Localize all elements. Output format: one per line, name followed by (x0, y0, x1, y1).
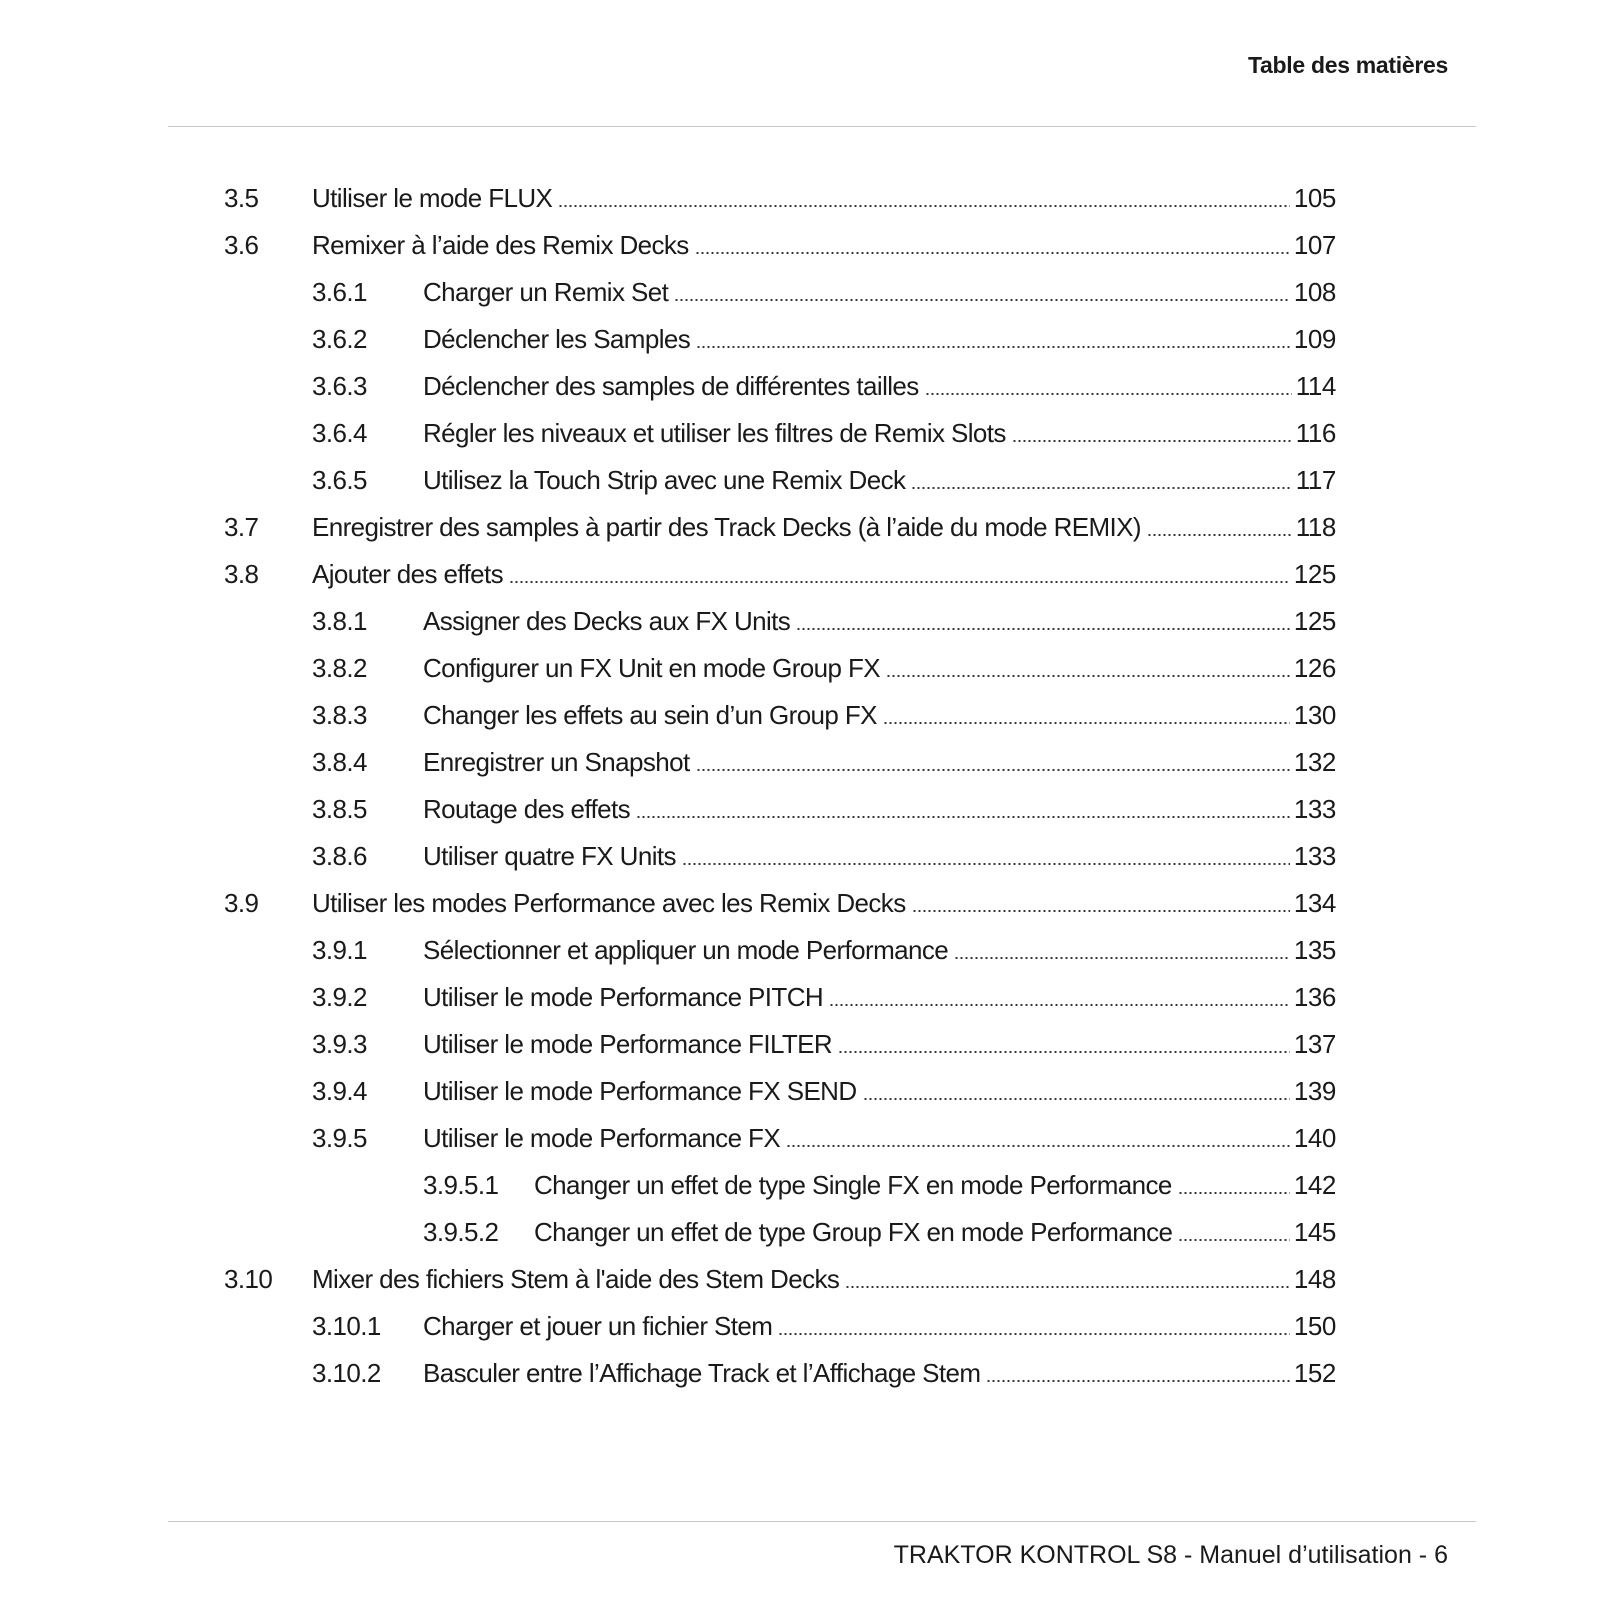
toc-entry-page: 105 (1293, 183, 1336, 213)
toc-entry-page: 133 (1293, 794, 1336, 824)
toc-entry[interactable] (0, 927, 1600, 974)
toc-dot-leader (682, 863, 1290, 865)
toc-entry-page: 132 (1293, 747, 1336, 777)
toc-dot-leader (1178, 1239, 1289, 1241)
toc-entry-line (423, 747, 1336, 778)
toc-entry-title: Utilisez la Touch Strip avec une Remix Deck (423, 465, 906, 495)
toc-entry-number: 3.9.5.2 (423, 1217, 499, 1247)
toc-entry-line (312, 1264, 1336, 1295)
toc-entry-number: 3.10.1 (312, 1311, 381, 1341)
toc-dot-leader (796, 628, 1290, 630)
toc-entry-page: 125 (1293, 559, 1336, 589)
toc-entry-page: 145 (1293, 1217, 1336, 1247)
toc-entry-page: 134 (1293, 888, 1336, 918)
toc-entry-number: 3.9.2 (312, 982, 367, 1012)
toc-entry-number: 3.9.3 (312, 1029, 367, 1059)
toc-dot-leader (1147, 534, 1292, 536)
toc-dot-leader (845, 1286, 1290, 1288)
toc-dot-leader (986, 1380, 1289, 1382)
toc-entry-number: 3.9 (224, 888, 259, 918)
toc-entry-line (423, 935, 1336, 966)
toc-entry[interactable] (0, 598, 1600, 645)
toc-entry-title: Enregistrer des samples à partir des Track Decks (à l’aide du mode REMIX) (312, 512, 1141, 542)
toc-entry-title: Charger un Remix Set (423, 277, 669, 307)
toc-entry-number: 3.8.4 (312, 747, 367, 777)
toc-dot-leader (911, 487, 1291, 489)
toc-entry-number: 3.10 (224, 1264, 273, 1294)
toc-dot-leader (509, 581, 1290, 583)
toc-entry-line (423, 700, 1336, 731)
toc-entry-page: 133 (1293, 841, 1336, 871)
toc-entry-line (423, 277, 1336, 308)
toc-entry[interactable] (0, 786, 1600, 833)
toc-entry-line (312, 183, 1336, 214)
page-footer: TRAKTOR KONTROL S8 - Manuel d’utilisation - 6 (893, 1541, 1448, 1569)
toc-entry[interactable] (0, 222, 1600, 269)
toc-entry-line (423, 794, 1336, 825)
toc-entry[interactable] (0, 1021, 1600, 1068)
toc-entry[interactable] (0, 457, 1600, 504)
toc-dot-leader (912, 910, 1290, 912)
toc-entry-page: 142 (1293, 1170, 1336, 1200)
toc-entry-line (312, 559, 1336, 590)
toc-entry-title: Déclencher les Samples (423, 324, 691, 354)
toc-entry-number: 3.6.5 (312, 465, 367, 495)
toc-entry-line (423, 418, 1336, 449)
toc-entry-title: Remixer à l’aide des Remix Decks (312, 230, 689, 260)
toc-entry-number: 3.6 (224, 230, 259, 260)
toc-entry-page: 117 (1295, 465, 1336, 495)
toc-entry-title: Utiliser le mode Performance PITCH (423, 982, 824, 1012)
table-of-contents (0, 175, 1600, 1397)
toc-dot-leader (778, 1333, 1290, 1335)
toc-dot-leader (696, 346, 1290, 348)
toc-entry[interactable] (0, 645, 1600, 692)
toc-entry-title: Routage des effets (423, 794, 630, 824)
toc-entry-number: 3.8.6 (312, 841, 367, 871)
toc-entry[interactable] (0, 363, 1600, 410)
toc-entry-title: Utiliser le mode Performance FX (423, 1123, 781, 1153)
toc-entry[interactable] (0, 1350, 1600, 1397)
toc-entry-page: 150 (1293, 1311, 1336, 1341)
toc-entry-page: 114 (1295, 371, 1336, 401)
toc-entry[interactable] (0, 1256, 1600, 1303)
toc-entry-line (423, 653, 1336, 684)
toc-dot-leader (863, 1098, 1290, 1100)
toc-entry-line (423, 1076, 1336, 1107)
toc-entry-title: Changer un effet de type Single FX en mode Performance (534, 1170, 1172, 1200)
toc-entry-line (423, 465, 1336, 496)
toc-entry[interactable] (0, 269, 1600, 316)
toc-entry-number: 3.8.3 (312, 700, 367, 730)
toc-entry-page: 140 (1293, 1123, 1336, 1153)
toc-entry[interactable] (0, 880, 1600, 927)
toc-entry-line (423, 841, 1336, 872)
toc-entry-number: 3.10.2 (312, 1358, 381, 1388)
toc-entry-title: Déclencher des samples de différentes tailles (423, 371, 919, 401)
toc-entry-title: Enregistrer un Snapshot (423, 747, 690, 777)
toc-dot-leader (696, 769, 1290, 771)
toc-dot-leader (636, 816, 1290, 818)
toc-entry-title: Ajouter des effets (312, 559, 504, 589)
toc-entry-page: 135 (1293, 935, 1336, 965)
toc-entry-number: 3.8 (224, 559, 259, 589)
toc-entry-line (312, 512, 1336, 543)
toc-entry-line (423, 982, 1336, 1013)
toc-entry-number: 3.9.5.1 (423, 1170, 499, 1200)
toc-entry-number: 3.9.5 (312, 1123, 367, 1153)
toc-dot-leader (954, 957, 1290, 959)
toc-entry-number: 3.9.1 (312, 935, 367, 965)
toc-dot-leader (674, 299, 1290, 301)
toc-entry-title: Régler les niveaux et utiliser les filtres de Remix Slots (423, 418, 1006, 448)
toc-entry[interactable] (0, 1162, 1600, 1209)
toc-entry[interactable] (0, 1303, 1600, 1350)
toc-entry-page: 107 (1293, 230, 1336, 260)
toc-entry-page: 118 (1295, 512, 1336, 542)
toc-entry-page: 109 (1293, 324, 1336, 354)
toc-entry-number: 3.9.4 (312, 1076, 367, 1106)
toc-entry[interactable] (0, 1068, 1600, 1115)
toc-entry-title: Mixer des fichiers Stem à l'aide des Stem Decks (312, 1264, 840, 1294)
toc-dot-leader (883, 722, 1290, 724)
toc-entry[interactable] (0, 410, 1600, 457)
toc-entry-title: Charger et jouer un fichier Stem (423, 1311, 773, 1341)
toc-entry-number: 3.8.1 (312, 606, 367, 636)
toc-dot-leader (838, 1051, 1290, 1053)
toc-entry-page: 152 (1293, 1358, 1336, 1388)
toc-entry-page: 130 (1293, 700, 1336, 730)
toc-entry-number: 3.6.1 (312, 277, 367, 307)
toc-entry-page: 137 (1293, 1029, 1336, 1059)
toc-entry-number: 3.5 (224, 183, 259, 213)
toc-entry-line (423, 1123, 1336, 1154)
toc-entry-line (423, 1311, 1336, 1342)
toc-dot-leader (886, 675, 1290, 677)
toc-entry-title: Changer un effet de type Group FX en mode Performance (534, 1217, 1173, 1247)
toc-entry-title: Utiliser le mode FLUX (312, 183, 553, 213)
toc-entry-page: 136 (1293, 982, 1336, 1012)
footer-divider (168, 1521, 1476, 1522)
toc-entry-page: 116 (1295, 418, 1336, 448)
toc-entry[interactable] (0, 551, 1600, 598)
toc-entry-title: Utiliser le mode Performance FILTER (423, 1029, 833, 1059)
toc-dot-leader (829, 1004, 1290, 1006)
toc-entry-page: 108 (1293, 277, 1336, 307)
toc-dot-leader (1012, 440, 1292, 442)
toc-entry-number: 3.8.2 (312, 653, 367, 683)
toc-entry[interactable] (0, 1115, 1600, 1162)
toc-dot-leader (925, 393, 1292, 395)
toc-entry[interactable] (0, 175, 1600, 222)
toc-dot-leader (558, 205, 1290, 207)
toc-entry-line (312, 230, 1336, 261)
toc-entry-number: 3.6.4 (312, 418, 367, 448)
toc-entry[interactable] (0, 739, 1600, 786)
toc-entry-line (312, 888, 1336, 919)
toc-entry-page: 126 (1293, 653, 1336, 683)
toc-entry-page: 125 (1293, 606, 1336, 636)
toc-entry-page: 139 (1293, 1076, 1336, 1106)
toc-entry[interactable] (0, 1209, 1600, 1256)
toc-entry[interactable] (0, 833, 1600, 880)
toc-entry-line (423, 606, 1336, 637)
header-divider (168, 126, 1476, 127)
toc-dot-leader (695, 252, 1290, 254)
toc-entry-title: Utiliser le mode Performance FX SEND (423, 1076, 857, 1106)
toc-entry-line (423, 1358, 1336, 1389)
page-header-title: Table des matières (1248, 52, 1448, 78)
toc-entry-number: 3.7 (224, 512, 259, 542)
toc-entry-title: Configurer un FX Unit en mode Group FX (423, 653, 880, 683)
toc-entry-number: 3.8.5 (312, 794, 367, 824)
toc-entry-line (534, 1217, 1336, 1248)
toc-entry-title: Assigner des Decks aux FX Units (423, 606, 791, 636)
toc-entry-title: Changer les effets au sein d’un Group FX (423, 700, 877, 730)
toc-entry-title: Utiliser les modes Performance avec les Remix Decks (312, 888, 906, 918)
toc-entry-title: Utiliser quatre FX Units (423, 841, 676, 871)
toc-entry-page: 148 (1293, 1264, 1336, 1294)
toc-entry-line (423, 371, 1336, 402)
toc-entry-line (423, 324, 1336, 355)
toc-entry-line (423, 1029, 1336, 1060)
toc-entry-number: 3.6.3 (312, 371, 367, 401)
toc-entry[interactable] (0, 504, 1600, 551)
toc-entry-title: Basculer entre l’Affichage Track et l’Affichage Stem (423, 1358, 981, 1388)
toc-entry[interactable] (0, 974, 1600, 1021)
toc-entry-number: 3.6.2 (312, 324, 367, 354)
toc-entry[interactable] (0, 316, 1600, 363)
toc-dot-leader (1178, 1192, 1290, 1194)
toc-entry[interactable] (0, 692, 1600, 739)
toc-entry-line (534, 1170, 1336, 1201)
toc-entry-title: Sélectionner et appliquer un mode Performance (423, 935, 949, 965)
toc-dot-leader (786, 1145, 1290, 1147)
